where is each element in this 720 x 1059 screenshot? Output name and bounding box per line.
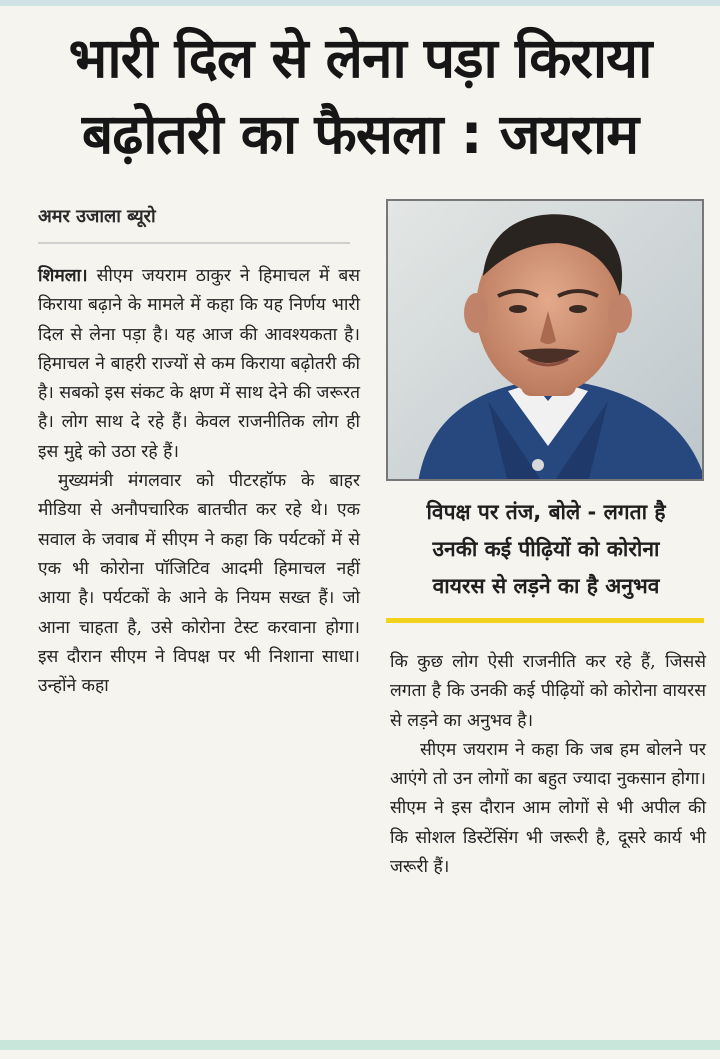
photo-caption (384, 494, 708, 605)
right-column (390, 648, 706, 882)
left-column (38, 262, 360, 701)
right-paragraph-2: सीएम जयराम ने कहा कि जब हम बोलने पर आएंगे तो उन लोगों का बहुत ज्यादा नुकसान होगा। सीएम ने इस दौरान आम लोगों से भी अपील की कि सोशल डिस्टेंसिंग भी जरूरी है, दूसरे कार्य भी जरूरी हैं। (390, 739, 706, 878)
headline-line-1: भारी दिल से लेना पड़ा किराया (68, 26, 652, 90)
caption-line-3: वायरस से लड़ने का है अनुभव (432, 574, 660, 598)
paragraph-2: मुख्यमंत्री मंगलवार को पीटरहॉफ के बाहर मीडिया से अनौपचारिक बातचीत कर रहे थे। एक सवाल के जवाब में सीएम ने कहा कि पर्यटकों में से एक भी कोरोना पॉजिटिव आदमी हिमाचल नहीं आया है। पर्यटकों के आने के नियम सख्त हैं। जो आना चाहता है, उसे कोरोना टेस्ट करवाना होगा। इस दौरान सीएम ने विपक्ष पर भी निशाना साधा। उन्होंने कहा (38, 471, 360, 697)
lead-text: सीएम जयराम ठाकुर ने हिमाचल में बस किराया बढ़ाने के मामले में कहा कि यह निर्णय भारी दिल से लेना पड़ा है। यह आज की आवश्यकता है। हिमाचल ने बाहरी राज्यों से कम किराया बढ़ोतरी की है। सबको इस संकट के क्षण में साथ देने की जरूरत है। लोग साथ दे रहे हैं। केवल राजनीतिक लोग ही इस मुद्दे को उठा रहे हैं। (38, 266, 361, 462)
bottom-border (0, 1040, 720, 1050)
caption-line-1: विपक्ष पर तंज, बोले - लगता है (426, 500, 666, 524)
top-border (0, 0, 720, 6)
byline: अमर उजाला ब्यूरो (38, 206, 156, 227)
byline-divider (38, 242, 350, 244)
headline (0, 20, 720, 172)
photo-cm (386, 199, 704, 481)
right-paragraph-1: कि कुछ लोग ऐसी राजनीति कर रहे हैं, जिससे लगता है कि उनकी कई पीढ़ियों को कोरोना वायरस से लड़ने का अनुभव है। (390, 652, 706, 731)
caption-line-2: उनकी कई पीढ़ियों को कोरोना (432, 537, 660, 561)
headline-line-2: बढ़ोतरी का फैसला : जयराम (81, 102, 639, 166)
lead-paragraph (38, 262, 360, 467)
caption-divider (386, 618, 704, 623)
dateline: शिमला। (38, 266, 88, 286)
portrait-man-in-suit-icon (388, 201, 704, 481)
